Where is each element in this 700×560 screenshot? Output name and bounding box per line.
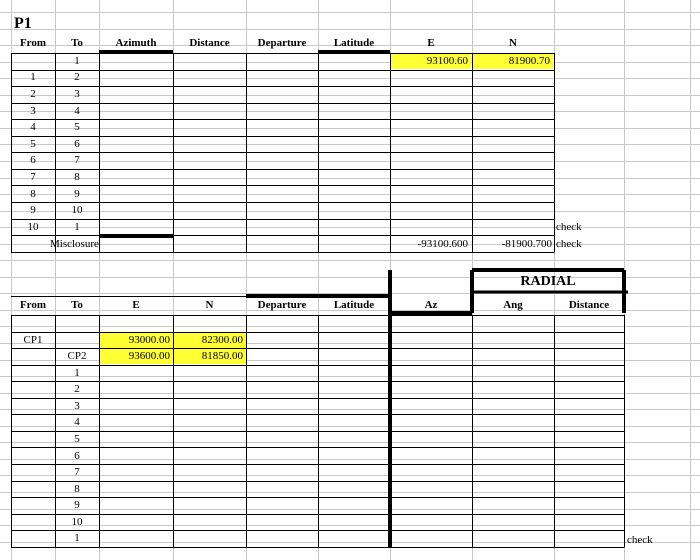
bottom-to-cell[interactable]: 1: [74, 367, 80, 379]
top-from-cell[interactable]: 6: [30, 154, 36, 166]
top-to-cell[interactable]: 3: [74, 88, 80, 100]
misclosure-check-label: check: [556, 238, 582, 250]
bottom-header-ang: Ang: [503, 299, 523, 311]
top-from-cell[interactable]: 10: [27, 221, 39, 233]
top-from-cell[interactable]: 1: [30, 71, 36, 83]
top-to-cell[interactable]: 6: [74, 138, 80, 150]
top-from-cell[interactable]: 4: [30, 121, 36, 133]
top-from-cell[interactable]: 8: [30, 188, 36, 200]
header-n: N: [509, 37, 517, 49]
header-to: To: [71, 37, 83, 49]
bottom-to-cell[interactable]: 4: [74, 416, 80, 428]
cp1-n-cell[interactable]: 82300.00: [174, 333, 246, 348]
check-label: check: [556, 221, 582, 233]
misclosure-label: Misclosure: [50, 238, 99, 250]
bottom-header-latitude: Latitude: [333, 299, 375, 311]
top-to-cell[interactable]: 9: [74, 188, 80, 200]
start-e-cell[interactable]: 93100.60: [391, 54, 471, 69]
start-n-cell[interactable]: 81900.70: [473, 54, 553, 69]
bottom-header-az: Az: [424, 299, 438, 311]
bottom-check-label: check: [627, 534, 653, 546]
cp1-e-cell[interactable]: 93000.00: [100, 333, 173, 348]
bottom-to-cell[interactable]: 3: [74, 400, 80, 412]
header-latitude: Latitude: [333, 37, 375, 49]
misclosure-n[interactable]: -81900.700: [501, 238, 552, 250]
header-from: From: [19, 37, 47, 49]
bottom-header-departure: Departure: [257, 299, 307, 311]
header-departure: Departure: [257, 37, 307, 49]
bottom-to-cell[interactable]: 9: [74, 499, 80, 511]
sheet-title: P1: [14, 15, 32, 32]
header-distance: Distance: [189, 37, 230, 49]
bottom-to-cell[interactable]: 6: [74, 450, 80, 462]
top-to-cell[interactable]: 2: [74, 71, 80, 83]
top-to-cell[interactable]: 1: [74, 55, 80, 67]
bottom-to-cell[interactable]: 2: [74, 383, 80, 395]
top-to-cell[interactable]: 8: [74, 171, 80, 183]
cp2-n-cell[interactable]: 81850.00: [174, 349, 246, 364]
top-to-cell[interactable]: 1: [74, 221, 80, 233]
bottom-header-n: N: [205, 299, 214, 311]
top-to-cell[interactable]: 5: [74, 121, 80, 133]
cp2-e-cell[interactable]: 93600.00: [100, 349, 173, 364]
bottom-header-e: E: [132, 299, 140, 311]
top-from-cell[interactable]: 7: [30, 171, 36, 183]
top-from-cell[interactable]: 2: [30, 88, 36, 100]
radial-title: RADIAL: [520, 274, 576, 289]
bottom-to-cell[interactable]: 1: [74, 532, 80, 544]
bottom-header-to: To: [71, 299, 83, 311]
top-to-cell[interactable]: 7: [74, 154, 80, 166]
header-azimuth: Azimuth: [115, 37, 157, 49]
top-from-cell[interactable]: 9: [30, 204, 36, 216]
top-from-cell[interactable]: 5: [30, 138, 36, 150]
cp2-label[interactable]: CP2: [67, 350, 87, 362]
bottom-to-cell[interactable]: 8: [74, 483, 80, 495]
bottom-header-from: From: [19, 299, 47, 311]
top-to-cell[interactable]: 4: [74, 105, 80, 117]
misclosure-e[interactable]: -93100.600: [417, 238, 468, 250]
top-to-cell[interactable]: 10: [71, 204, 83, 216]
bottom-to-cell[interactable]: 10: [71, 516, 83, 528]
cp1-label[interactable]: CP1: [23, 334, 43, 346]
header-e: E: [427, 37, 435, 49]
bottom-to-cell[interactable]: 7: [74, 466, 80, 478]
bottom-header-distance: Distance: [568, 299, 610, 311]
bottom-to-cell[interactable]: 5: [74, 433, 80, 445]
top-from-cell[interactable]: 3: [30, 105, 36, 117]
